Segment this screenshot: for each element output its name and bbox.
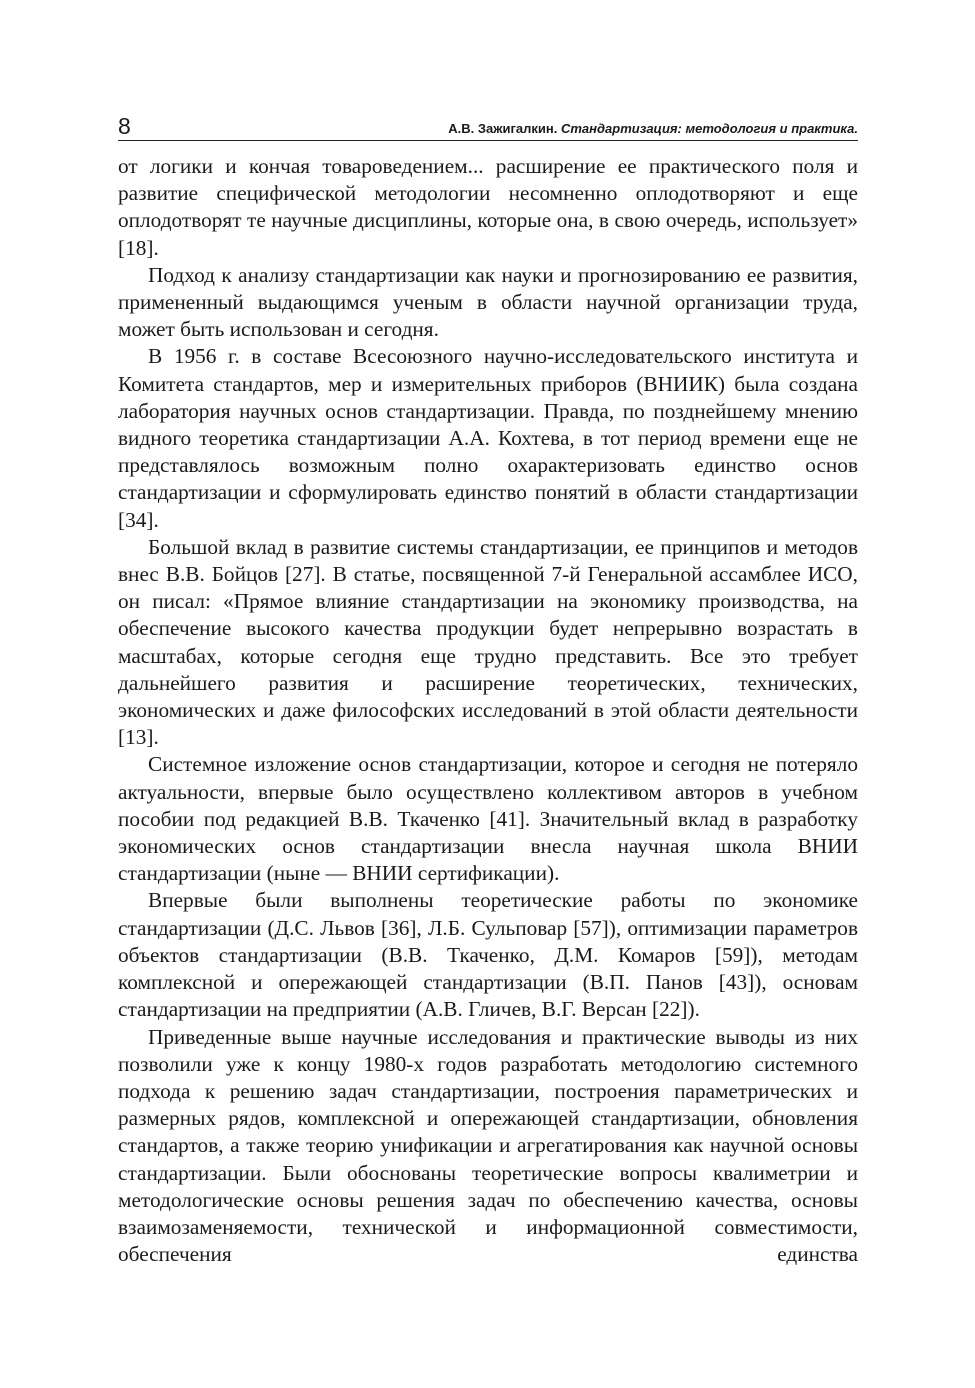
paragraph: Системное изложение основ стандартизации, которое и сегодня не потеряло актуальности, впервые было осуществлено коллективом авторов в учебном пособии под редакцией В.В. Ткаченко [41]. Значительный вклад в разработку экономических основ стандартизации внесла научная школа ВНИИ стандартизации (ныне — ВНИИ сертификации). [118, 752, 858, 886]
paragraph-final: Приведенные выше научные исследования и практические выводы из них позволили уже к концу 1980-х годов разработать методологию системного подхода к решению задач стандартизации, построения параметрических и размерных рядов, комплексной и опережающей стандартизации, обновления стандартов, а также теорию унификации и агрегатирования как научной основы стандартизации. Были обоснованы теоретические вопросы квалиметрии и методологические основы решения задач по обеспечению качества, основы взаимозаменяемости, технической и информационной совместимости, обеспечения единства [118, 1024, 858, 1267]
header-book-title: Стандартизация: методология и практика. [560, 121, 858, 136]
paragraph: Большой вклад в развитие системы стандартизации, ее принципов и методов внес В.В. Бойцов [27]. В статье, посвященной 7-й Генеральной ассамблее ИСО, он писал: «Прямое влияние стандартизации на экономику производства, на обеспечение высокого качества продукции будет непрерывно возрастать в масштабах, которые сегодня еще трудно представить. Все это требует дальнейшего развития и расширение теоретических, технических, экономических и даже философских исследований в этой области деятельности [13]. [118, 534, 858, 750]
header-author: А.В. Зажигалкин. [448, 121, 558, 136]
book-page [118, 110, 858, 1268]
page-number: 8 [118, 113, 131, 139]
running-header [118, 110, 858, 141]
body-text [118, 153, 858, 1268]
paragraph-continued: от логики и кончая товароведением... расширение ее практического поля и развитие специфической методологии несомненно оплодотворяют и еще оплодотворят те научные дисциплины, которые она, в свою очередь, использует» [18]. [118, 154, 858, 260]
header-citation [448, 121, 858, 136]
paragraph: Подход к анализу стандартизации как науки и прогнозированию ее развития, примененный выдающимся ученым в области научной организации труда, может быть использован и сегодня. [118, 262, 858, 342]
paragraph: В 1956 г. в составе Всесоюзного научно-исследовательского института и Комитета стандартов, мер и измерительных приборов (ВНИИК) была создана лаборатория научных основ стандартизации. Правда, по позднейшему мнению видного теоретика стандартизации А.А. Кохтева, в тот период времени еще не представлялось возможным полно охарактеризовать единство основ стандартизации и сформулировать единство понятий в области стандартизации [34]. [118, 344, 858, 532]
paragraph: Впервые были выполнены теоретические работы по экономике стандартизации (Д.С. Львов [36], Л.Б. Сульповар [57]), оптимизации параметров объектов стандартизации (В.В. Ткаченко, Д.М. Комаров [59]), методам комплексной и опережающей стандартизации (В.П. Панов [43]), основам стандартизации на предприятии (А.В. Гличев, В.Г. Версан [22]). [118, 888, 858, 1022]
